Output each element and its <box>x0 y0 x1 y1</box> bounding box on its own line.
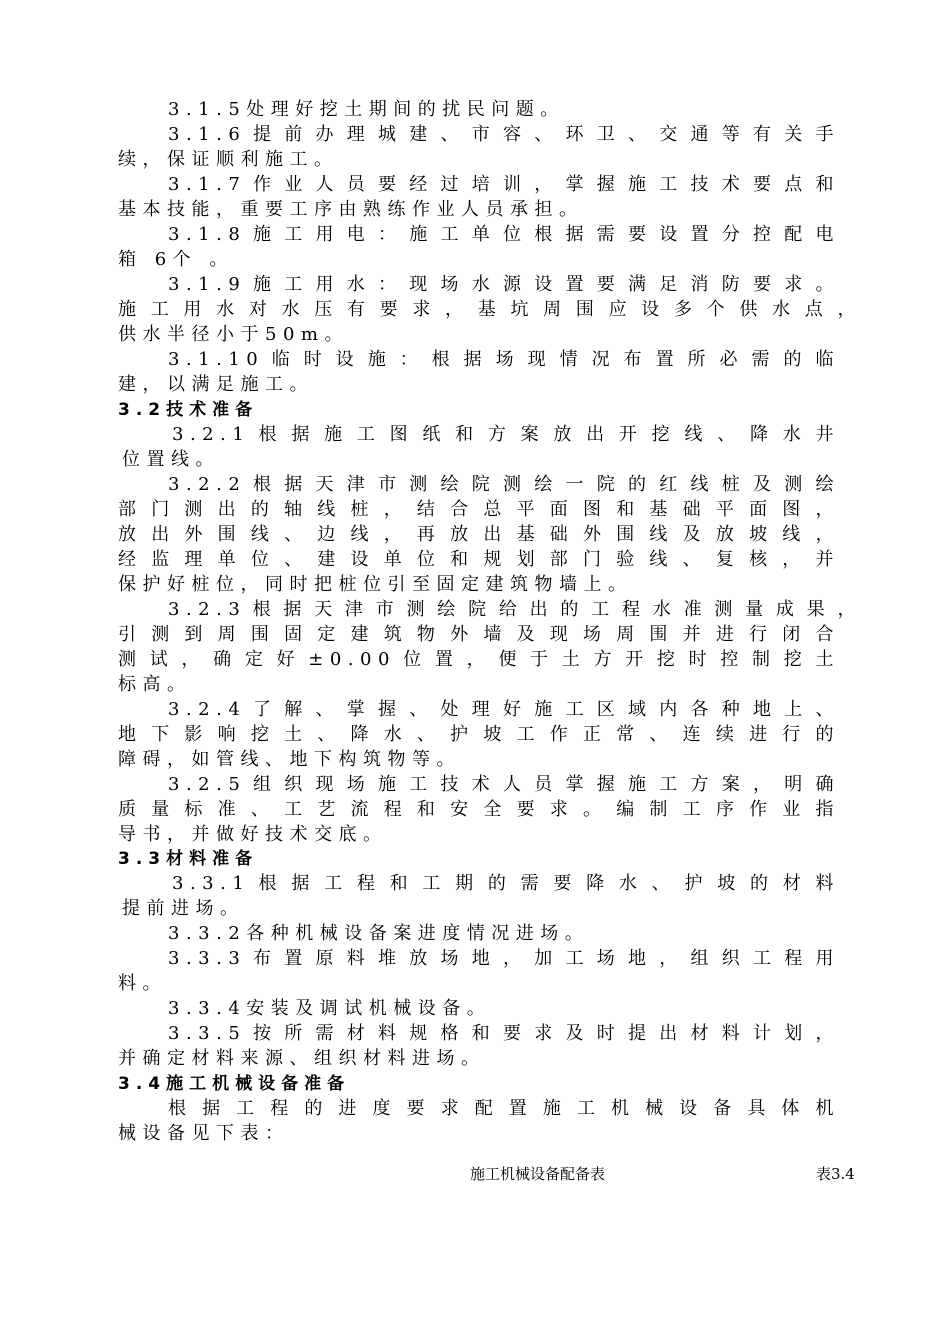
paragraph-line: 续，保证顺利施工。 <box>118 149 339 170</box>
table-number: 表3.4 <box>816 1165 855 1183</box>
paragraph-line: 3.2.5组织现场施工技术人员掌握施工方案，明确 <box>168 774 840 795</box>
section-heading: 3.4施工机械设备准备 <box>118 1074 351 1094</box>
paragraph-line: 测试，确定好±0.00位置，便于土方开挖时控制挖土 <box>118 649 840 670</box>
paragraph-line: 3.2.4了解、掌握、处理好施工区域内各种地上、 <box>168 699 840 720</box>
paragraph-line: 3.1.8施工用电：施工单位根据需要设置分控配电 <box>168 224 840 245</box>
paragraph-line: 引测到周围固定建筑物外墙及现场周围并进行闭合 <box>118 624 840 645</box>
paragraph-line: 3.1.10临时设施：根据场现情况布置所必需的临 <box>168 349 840 370</box>
paragraph-line: 3.1.7作业人员要经过培训，掌握施工技术要点和 <box>168 174 840 195</box>
section-heading: 3.2技术准备 <box>118 400 259 420</box>
paragraph-line: 导书，并做好技术交底。 <box>118 824 388 845</box>
paragraph-line: 提前进场。 <box>122 898 245 919</box>
paragraph-line: 3.2.2根据天津市测绘院测绘一院的红线桩及测绘 <box>168 474 840 495</box>
paragraph-line: 放出外围线、边线，再放出基础外围线及放坡线， <box>118 524 840 545</box>
paragraph-line: 3.1.5处理好挖土期间的扰民问题。 <box>168 99 565 120</box>
paragraph-line: 3.2.1根据施工图纸和方案放出开挖线、降水井 <box>172 424 840 445</box>
paragraph-line: 箱 6个 。 <box>118 249 234 270</box>
paragraph-line: 并确定材料来源、组织材料进场。 <box>118 1048 486 1069</box>
paragraph-line: 3.3.5按所需材料规格和要求及时提出材料计划， <box>168 1023 840 1044</box>
paragraph-line: 经监理单位、建设单位和规划部门验线、复核，并 <box>118 549 840 570</box>
paragraph-line: 部门测出的轴线桩，结合总平面图和基础平面图， <box>118 499 840 520</box>
paragraph-line: 施工用水对水压有要求，基坑周围应设多个供水点， <box>118 299 862 320</box>
paragraph-line: 3.3.2各种机械设备案进度情况进场。 <box>168 923 590 944</box>
paragraph-line: 质量标准、工艺流程和安全要求。编制工序作业指 <box>118 799 840 820</box>
paragraph-line: 基本技能，重要工序由熟练作业人员承担。 <box>118 199 584 220</box>
paragraph-line: 供水半径小于50m。 <box>118 324 349 345</box>
paragraph-line: 3.3.4安装及调试机械设备。 <box>168 998 492 1019</box>
paragraph-line: 3.1.6提前办理城建、市容、环卫、交通等有关手 <box>168 124 840 145</box>
paragraph-line: 3.3.3布置原料堆放场地，加工场地，组织工程用 <box>168 948 840 969</box>
paragraph-line: 3.1.9施工用水：现场水源设置要满足消防要求。 <box>168 274 840 295</box>
paragraph-line: 标高。 <box>118 674 192 695</box>
table-caption: 施工机械设备配备表 <box>470 1165 606 1183</box>
paragraph-line: 保护好桩位，同时把桩位引至固定建筑物墙上。 <box>118 574 633 595</box>
paragraph-line: 建，以满足施工。 <box>118 374 314 395</box>
paragraph-line: 根据工程的进度要求配置施工机械设备具体机 <box>168 1098 840 1119</box>
paragraph-line: 位置线。 <box>122 449 220 470</box>
paragraph-line: 料。 <box>118 973 167 994</box>
section-heading: 3.3材料准备 <box>118 849 259 869</box>
paragraph-line: 3.3.1根据工程和工期的需要降水、护坡的材料 <box>172 873 840 894</box>
paragraph-line: 3.2.3根据天津市测绘院给出的工程水准测量成果， <box>168 599 862 620</box>
paragraph-line: 械设备见下表： <box>118 1123 290 1144</box>
paragraph-line: 地下影响挖土、降水、护坡工作正常、连续进行的 <box>118 724 840 745</box>
paragraph-line: 障碍，如管线、地下构筑物等。 <box>118 749 461 770</box>
